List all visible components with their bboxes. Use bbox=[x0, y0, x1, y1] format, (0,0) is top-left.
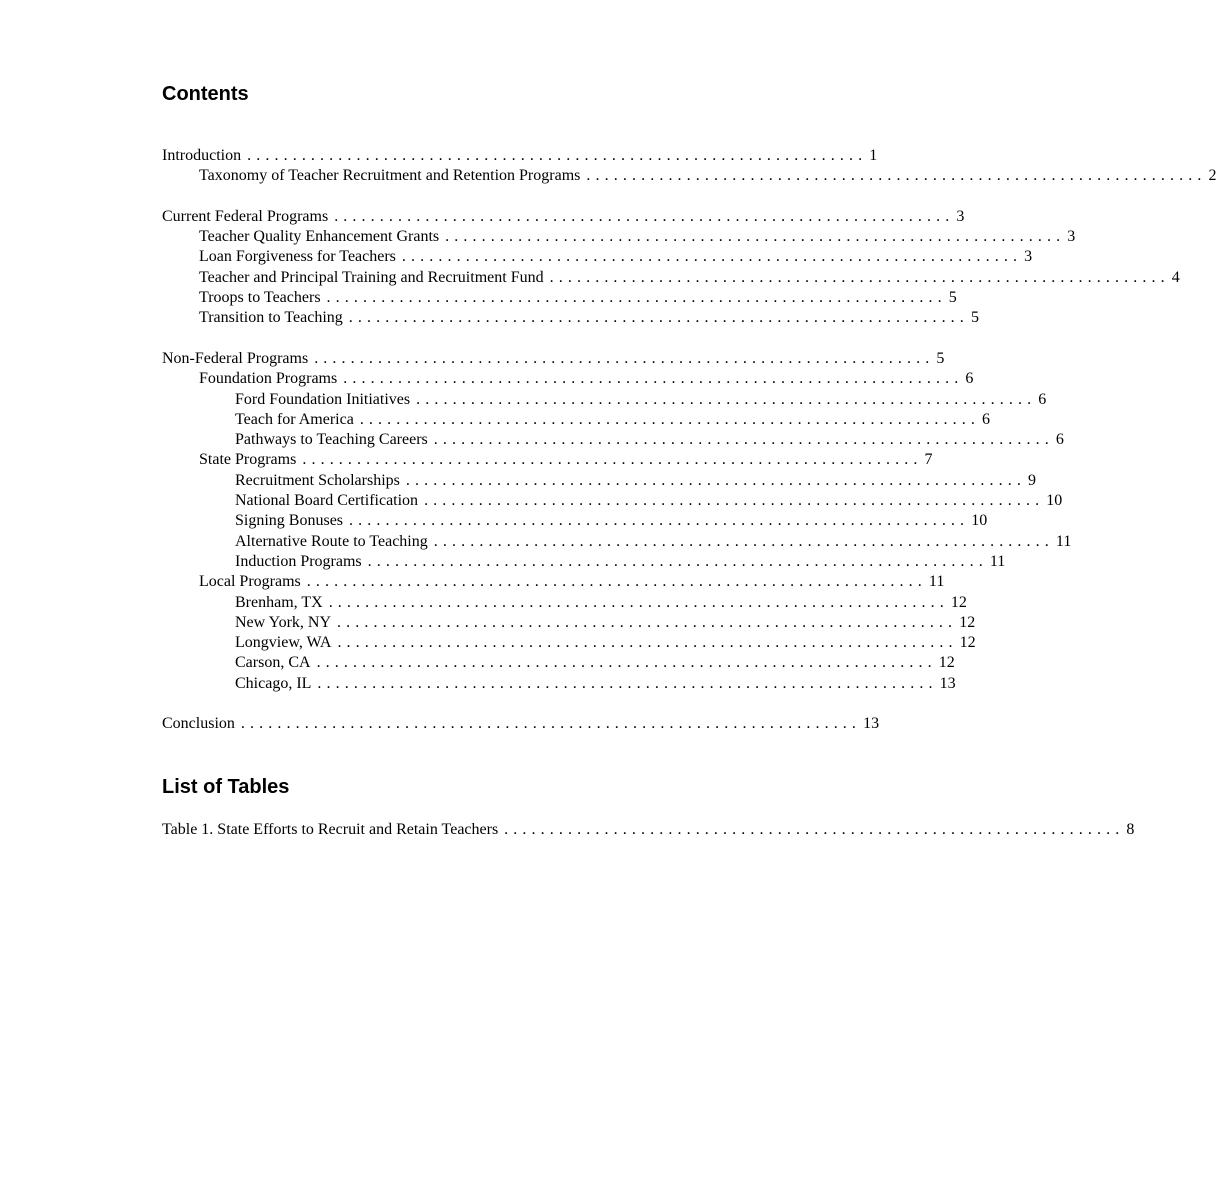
toc-entry[interactable] bbox=[162, 288, 957, 308]
toc-entry-page: 5 bbox=[948, 289, 957, 307]
toc-leader-dots: .................................................................... bbox=[317, 674, 938, 692]
toc-entry-page: 12 bbox=[950, 593, 967, 611]
toc-entry[interactable] bbox=[162, 820, 1135, 840]
toc-entry[interactable] bbox=[162, 369, 974, 389]
toc-entry-page: 13 bbox=[863, 715, 880, 733]
toc-entry-page: 12 bbox=[938, 654, 955, 672]
toc-leader-dots: .................................................................... bbox=[405, 471, 1027, 489]
toc-entry-page: 3 bbox=[1067, 228, 1076, 246]
toc-leader-dots: .................................................................... bbox=[328, 593, 949, 611]
toc-leader-dots: .................................................................... bbox=[247, 147, 868, 164]
toc-entry-title: Teach for America bbox=[235, 410, 354, 428]
toc-entry-page: 13 bbox=[939, 674, 956, 692]
toc-leader-dots: .................................................................... bbox=[316, 654, 937, 672]
toc-leader-dots: .................................................................... bbox=[433, 532, 1054, 550]
toc-leader-dots: .................................................................... bbox=[302, 451, 923, 469]
toc-entry[interactable] bbox=[162, 227, 1076, 247]
toc-entry-title: Transition to Teaching bbox=[199, 309, 343, 327]
toc-leader-dots: .................................................................... bbox=[401, 248, 1023, 266]
contents-list bbox=[162, 146, 1217, 735]
toc-leader-dots: .................................................................... bbox=[337, 634, 958, 652]
toc-entry[interactable] bbox=[162, 593, 967, 613]
toc-leader-dots: .................................................................... bbox=[416, 390, 1037, 408]
toc-entry[interactable] bbox=[162, 714, 880, 734]
toc-entry[interactable] bbox=[162, 390, 1047, 410]
toc-entry[interactable] bbox=[162, 653, 955, 673]
toc-entry-title: Pathways to Teaching Careers bbox=[235, 431, 428, 449]
toc-entry-title: Taxonomy of Teacher Recruitment and Retention Programs bbox=[199, 167, 581, 185]
toc-entry-page: 6 bbox=[1038, 390, 1047, 408]
toc-leader-dots: .................................................................... bbox=[314, 349, 935, 367]
toc-entry-title: Carson, CA bbox=[235, 654, 311, 672]
toc-entry-page: 10 bbox=[1046, 492, 1063, 510]
toc-entry-page: 6 bbox=[981, 410, 990, 428]
toc-entry[interactable] bbox=[162, 450, 933, 470]
list-of-tables-list bbox=[162, 820, 1135, 840]
toc-entry[interactable] bbox=[162, 613, 976, 633]
toc-entry[interactable] bbox=[162, 633, 976, 653]
toc-entry[interactable] bbox=[162, 491, 1063, 511]
toc-entry-title: Troops to Teachers bbox=[199, 289, 321, 307]
toc-entry-title: Non-Federal Programs bbox=[162, 349, 309, 367]
toc-entry[interactable] bbox=[162, 247, 1033, 267]
toc-entry[interactable] bbox=[162, 532, 1072, 552]
toc-leader-dots: .................................................................... bbox=[433, 431, 1054, 449]
toc-entry-title: Current Federal Programs bbox=[162, 207, 329, 225]
toc-entry-title: State Programs bbox=[199, 451, 297, 469]
toc-entry-title: Alternative Route to Teaching bbox=[235, 532, 428, 550]
toc-entry-title: Teacher Quality Enhancement Grants bbox=[199, 228, 440, 246]
toc-entry-page: 11 bbox=[928, 573, 945, 591]
toc-entry-page: 3 bbox=[956, 207, 965, 225]
group-spacer bbox=[162, 694, 758, 714]
toc-entry-page: 4 bbox=[1171, 268, 1180, 286]
toc-entry-title: Local Programs bbox=[199, 573, 301, 591]
contents-heading: Contents bbox=[162, 83, 249, 105]
toc-entry[interactable] bbox=[162, 430, 1064, 450]
toc-entry-page: 5 bbox=[970, 309, 979, 327]
toc-entry-title: Longview, WA bbox=[235, 634, 332, 652]
toc-entry-title: Recruitment Scholarships bbox=[235, 471, 400, 489]
toc-entry-title: Brenham, TX bbox=[235, 593, 323, 611]
group-spacer bbox=[162, 187, 758, 207]
toc-entry[interactable] bbox=[162, 308, 979, 328]
toc-leader-dots: .................................................................... bbox=[424, 492, 1045, 510]
group-spacer bbox=[162, 329, 758, 349]
toc-entry-page: 11 bbox=[1055, 532, 1072, 550]
toc-leader-dots: .................................................................... bbox=[348, 309, 969, 327]
toc-leader-dots: .................................................................... bbox=[326, 289, 947, 307]
toc-entry-title: Table 1. State Efforts to Recruit and Retain Teachers bbox=[162, 821, 499, 838]
toc-entry[interactable] bbox=[162, 146, 878, 166]
toc-entry-page: 12 bbox=[959, 634, 976, 652]
toc-entry-page: 6 bbox=[1055, 431, 1064, 449]
toc-leader-dots: .................................................................... bbox=[343, 370, 964, 388]
toc-entry-title: Chicago, IL bbox=[235, 674, 312, 692]
toc-entry-title: Conclusion bbox=[162, 715, 235, 733]
toc-entry[interactable] bbox=[162, 268, 1180, 288]
list-of-tables-heading: List of Tables bbox=[162, 776, 290, 798]
toc-entry-page: 12 bbox=[959, 613, 976, 631]
toc-entry-page: 8 bbox=[1126, 821, 1135, 838]
toc-entry[interactable] bbox=[162, 349, 945, 369]
toc-entry-title: Induction Programs bbox=[235, 552, 362, 570]
toc-entry[interactable] bbox=[162, 166, 1217, 186]
toc-leader-dots: .................................................................... bbox=[306, 573, 927, 591]
toc-leader-dots: .................................................................... bbox=[549, 268, 1170, 286]
toc-entry-title: National Board Certification bbox=[235, 492, 419, 510]
toc-leader-dots: .................................................................... bbox=[445, 228, 1066, 246]
toc-entry[interactable] bbox=[162, 207, 965, 227]
toc-entry-title: Foundation Programs bbox=[199, 370, 338, 388]
toc-entry-title: Loan Forgiveness for Teachers bbox=[199, 248, 396, 266]
toc-leader-dots: .................................................................... bbox=[586, 167, 1207, 185]
toc-entry-page: 3 bbox=[1024, 248, 1033, 266]
toc-leader-dots: .................................................................... bbox=[240, 715, 862, 733]
toc-leader-dots: .................................................................... bbox=[334, 207, 955, 225]
toc-entry-title: Introduction bbox=[162, 147, 242, 164]
toc-entry-page: 1 bbox=[869, 147, 878, 164]
toc-leader-dots: .................................................................... bbox=[504, 821, 1125, 838]
toc-entry[interactable] bbox=[162, 511, 988, 531]
toc-entry[interactable] bbox=[162, 410, 990, 430]
toc-entry-page: 5 bbox=[936, 349, 945, 367]
toc-entry-page: 2 bbox=[1208, 167, 1217, 185]
toc-entry[interactable] bbox=[162, 674, 956, 694]
toc-entry-page: 10 bbox=[971, 512, 988, 530]
toc-leader-dots: .................................................................... bbox=[367, 552, 988, 570]
toc-entry[interactable] bbox=[162, 552, 1006, 572]
toc-entry[interactable] bbox=[162, 572, 945, 592]
toc-entry-title: Signing Bonuses bbox=[235, 512, 344, 530]
toc-entry-title: New York, NY bbox=[235, 613, 332, 631]
toc-entry-page: 7 bbox=[924, 451, 933, 469]
toc-leader-dots: .................................................................... bbox=[349, 512, 970, 530]
toc-entry-page: 6 bbox=[965, 370, 974, 388]
toc-leader-dots: .................................................................... bbox=[337, 613, 958, 631]
toc-entry-page: 9 bbox=[1028, 471, 1037, 489]
toc-entry-title: Ford Foundation Initiatives bbox=[235, 390, 411, 408]
toc-entry-title: Teacher and Principal Training and Recruitment Fund bbox=[199, 268, 544, 286]
toc-entry-page: 11 bbox=[989, 552, 1006, 570]
toc-leader-dots: .................................................................... bbox=[359, 410, 980, 428]
toc-entry[interactable] bbox=[162, 471, 1037, 491]
